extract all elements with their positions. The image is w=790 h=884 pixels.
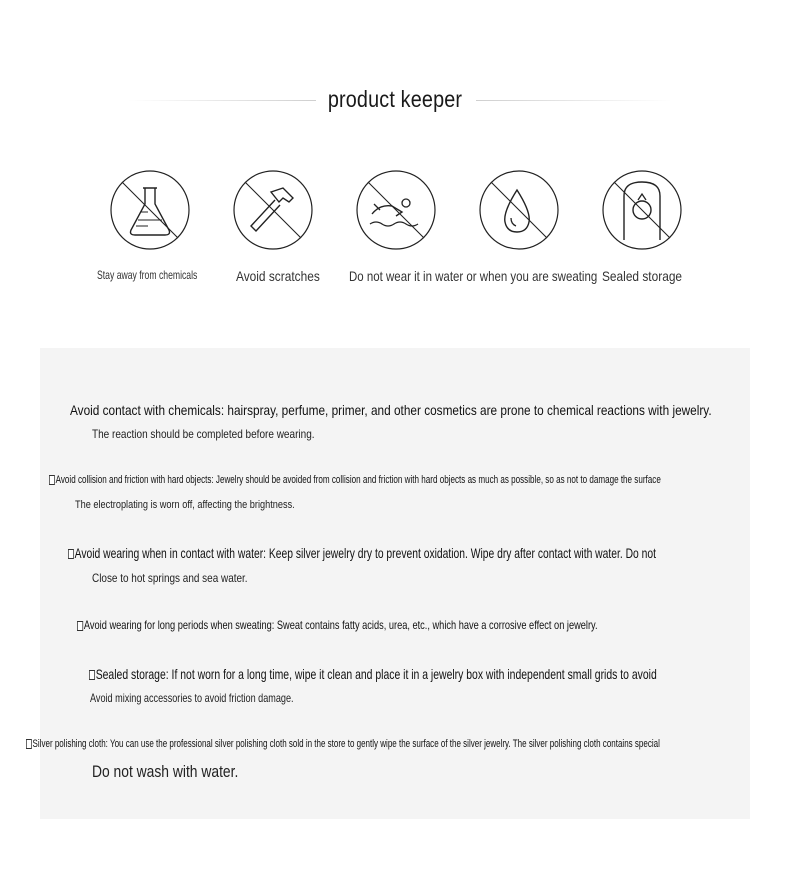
note-polish-sub: Do not wash with water. xyxy=(92,762,239,781)
note-collision-sub: The electroplating is worn off, affecting the brightness. xyxy=(75,499,295,511)
note-collision-text: Avoid collision and friction with hard objects: Jewelry should be avoided from collision and friction with hard objects as much as possible, so as not to damage the surface xyxy=(55,474,661,486)
care-item-water xyxy=(349,170,598,284)
care-item-chemicals xyxy=(97,170,198,282)
note-storage-sub: Avoid mixing accessories to avoid friction damage. xyxy=(90,691,294,705)
ring-icon xyxy=(602,170,682,250)
care-icons-row xyxy=(0,170,790,300)
note-storage-text: Sealed storage: If not worn for a long time, wipe it clean and place it in a jewelry box with independent small grids to avoid xyxy=(95,666,657,682)
note-chemicals-sub: The reaction should be completed before wearing. xyxy=(92,427,315,441)
note-water-sub: Close to hot springs and sea water. xyxy=(92,571,248,585)
label-storage: Sealed storage xyxy=(602,268,683,284)
bullet-icon xyxy=(49,475,55,485)
label-chemicals: Stay away from chemicals xyxy=(97,268,198,282)
chemical-flask-icon xyxy=(110,170,190,250)
note-chemicals-lead: Avoid contact with chemicals: hairspray, perfume, primer, and other cosmetics are prone to chemical reactions with jewelry. xyxy=(70,402,712,418)
swimmer-icon xyxy=(356,170,436,250)
label-water: Do not wear it in water or when you are sweating xyxy=(349,268,598,284)
note-sweat-text: Avoid wearing for long periods when sweating: Sweat contains fatty acids, urea, etc., which have a corrosive effect on jewelry. xyxy=(83,618,598,632)
page-title: product keeper xyxy=(327,86,463,112)
note-sweat-lead xyxy=(77,618,598,632)
note-water-text: Avoid wearing when in contact with water: Keep silver jewelry dry to prevent oxidation. Wipe dry after contact with water. Do not xyxy=(74,545,656,561)
bullet-icon xyxy=(68,549,74,559)
water-drop-icon xyxy=(479,170,559,250)
section-header xyxy=(0,82,790,122)
care-item-scratches xyxy=(233,170,320,284)
note-polish-text: Silver polishing cloth: You can use the professional silver polishing cloth sold in the store to gently wipe the surface of the silver jewelry. The silver polishing cloth contains special xyxy=(32,738,660,750)
bullet-icon xyxy=(89,670,95,680)
label-scratches: Avoid scratches xyxy=(236,268,320,284)
bullet-icon xyxy=(26,739,32,749)
header-divider-right xyxy=(476,100,672,101)
note-polish-lead xyxy=(26,738,660,750)
care-item-sweat xyxy=(479,170,559,250)
note-collision-lead xyxy=(49,474,661,486)
note-water-lead xyxy=(68,545,656,561)
care-item-storage xyxy=(602,170,683,284)
hammer-icon xyxy=(233,170,313,250)
bullet-icon xyxy=(77,621,83,631)
note-storage-lead xyxy=(89,666,657,682)
